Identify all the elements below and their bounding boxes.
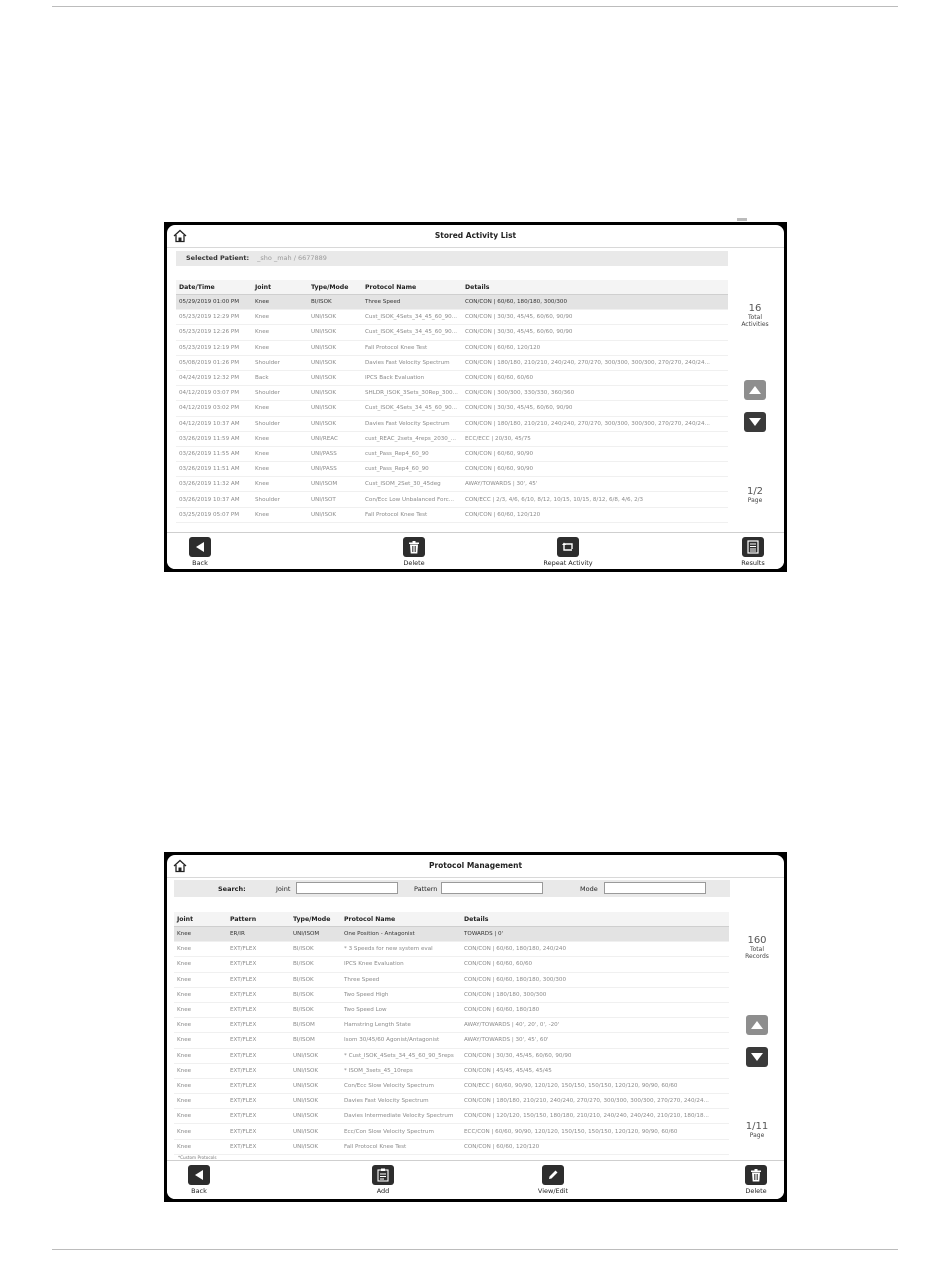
table-cell: TOWARDS | 0' [461, 927, 729, 942]
table-cell: 03/26/2019 11:55 AM [176, 446, 252, 461]
table-cell: CON/CON | 120/120, 150/150, 180/180, 210/210, 240/240, 240/240, 210/210, 180/18... [461, 1109, 729, 1124]
arrow-up-icon [750, 1020, 764, 1030]
table-cell: AWAY/TOWARDS | 30', 45', 60' [461, 1033, 729, 1048]
title-bar [167, 855, 784, 878]
table-row[interactable] [174, 1033, 729, 1048]
table-cell: cust_REAC_2sets_4reps_2030_... [362, 431, 462, 446]
repeat-icon [561, 541, 575, 553]
page-title: Stored Activity List [434, 231, 517, 240]
table-cell: Knee [252, 477, 308, 492]
table-cell: Fall Protocol Knee Test [362, 340, 462, 355]
scroll-up-button[interactable] [744, 380, 766, 400]
column-header-type-mode[interactable]: Type/Mode [308, 280, 362, 295]
table-row[interactable] [174, 1063, 729, 1078]
table-cell: BI/ISOM [290, 1018, 341, 1033]
search-label: Search: [218, 885, 246, 893]
back-button[interactable] [170, 537, 230, 567]
table-cell: BI/ISOK [290, 987, 341, 1002]
table-cell: 05/29/2019 01:00 PM [176, 295, 252, 310]
view-edit-button-label: View/Edit [537, 1187, 569, 1195]
table-cell: EXT/FLEX [227, 1002, 290, 1017]
add-clipboard-icon [377, 1168, 389, 1182]
table-cell: cust_Pass_Rep4_60_90 [362, 446, 462, 461]
page-label: Page [747, 497, 763, 504]
table-cell: UNI/ISOK [308, 507, 362, 522]
table-cell: Back [252, 370, 308, 385]
selected-patient-label: Selected Patient: [186, 254, 250, 262]
table-cell: CON/CON | 60/60, 120/120 [461, 1139, 729, 1154]
table-cell: UNI/ISOT [308, 492, 362, 507]
table-cell: EXT/FLEX [227, 1048, 290, 1063]
table-cell: UNI/PASS [308, 462, 362, 477]
table-cell: Cust_ISOK_4Sets_34_45_60_90... [362, 325, 462, 340]
table-row[interactable] [174, 927, 729, 942]
table-cell: Fall Protocol Knee Test [341, 1139, 461, 1154]
pencil-icon [547, 1169, 559, 1181]
table-cell: Knee [174, 1094, 227, 1109]
back-button-label: Back [191, 1187, 207, 1195]
table-cell: UNI/ISOK [290, 1063, 341, 1078]
bottom-rule [52, 1249, 898, 1250]
table-cell: UNI/ISOK [308, 355, 362, 370]
page-number: 1/2 [746, 486, 764, 497]
custom-protocols-footnote: *Custom Protocols [178, 1155, 217, 1160]
table-cell: Two Speed High [341, 987, 461, 1002]
table-cell: UNI/ISOK [290, 1124, 341, 1139]
table-cell: Shoulder [252, 355, 308, 370]
table-cell: CON/CON | 60/60, 180/180, 240/240 [461, 942, 729, 957]
total-records-label-1: Total [749, 946, 764, 953]
table-row[interactable] [174, 1078, 729, 1093]
table-cell: EXT/FLEX [227, 1139, 290, 1154]
trash-icon [408, 541, 420, 554]
table-cell: CON/CON | 180/180, 300/300 [461, 987, 729, 1002]
table-cell: 04/24/2019 12:32 PM [176, 370, 252, 385]
table-row[interactable] [176, 355, 728, 370]
table-cell: CON/CON | 180/180, 210/210, 240/240, 270/270, 300/300, 300/300, 270/270, 240/24... [462, 416, 728, 431]
table-cell: ECC/CON | 60/60, 90/90, 120/120, 150/150, 150/150, 120/120, 90/90, 60/60 [461, 1124, 729, 1139]
table-cell: UNI/PASS [308, 446, 362, 461]
table-cell: BI/ISOK [308, 295, 362, 310]
table-cell: Knee [174, 1033, 227, 1048]
bottom-toolbar [167, 1160, 784, 1199]
table-cell: UNI/ISOK [308, 416, 362, 431]
table-row[interactable] [174, 1002, 729, 1017]
table-cell: BI/ISOK [290, 972, 341, 987]
table-cell: Shoulder [252, 416, 308, 431]
back-arrow-icon [194, 1169, 204, 1181]
table-cell: AWAY/TOWARDS | 30', 45' [462, 477, 728, 492]
add-button-label: Add [376, 1187, 390, 1195]
table-cell: 05/23/2019 12:29 PM [176, 310, 252, 325]
table-cell: 03/26/2019 10:37 AM [176, 492, 252, 507]
table-cell: UNI/ISOK [308, 310, 362, 325]
table-cell: Davies Fast Velocity Spectrum [341, 1094, 461, 1109]
delete-button-label: Delete [745, 1187, 767, 1195]
table-row[interactable] [176, 386, 728, 401]
table-row[interactable] [176, 370, 728, 385]
table-cell: Knee [252, 431, 308, 446]
table-cell: SHLDR_ISOK_3Sets_30Rep_300... [362, 386, 462, 401]
table-cell: CON/CON | 60/60, 120/120 [462, 507, 728, 522]
table-cell: 05/08/2019 01:26 PM [176, 355, 252, 370]
table-cell: Con/Ecc Low Unbalanced Forc... [362, 492, 462, 507]
top-rule [52, 6, 898, 7]
table-cell: Knee [174, 1063, 227, 1078]
table-cell: CON/CON | 30/30, 45/45, 60/60, 90/90 [462, 310, 728, 325]
table-cell: BI/ISOK [290, 957, 341, 972]
table-row[interactable] [176, 462, 728, 477]
table-row[interactable] [176, 446, 728, 461]
table-cell: 03/26/2019 11:59 AM [176, 431, 252, 446]
back-button-label: Back [192, 559, 208, 567]
table-cell: Cust_ISOM_2Set_30_45deg [362, 477, 462, 492]
pattern-filter-label: Pattern [414, 885, 438, 893]
column-header-datetime[interactable]: Date/Time [176, 280, 252, 295]
table-cell: IPCS Back Evaluation [362, 370, 462, 385]
table-cell: Knee [252, 462, 308, 477]
table-cell: Knee [252, 401, 308, 416]
table-cell: Knee [174, 1002, 227, 1017]
search-bar [174, 880, 730, 897]
table-cell: Three Speed [362, 295, 462, 310]
table-cell: UNI/ISOK [308, 340, 362, 355]
table-row[interactable] [174, 1018, 729, 1033]
total-records [732, 935, 782, 960]
table-cell: EXT/FLEX [227, 1094, 290, 1109]
table-cell: Knee [252, 295, 308, 310]
table-cell: UNI/ISOK [290, 1078, 341, 1093]
column-header-protocol-name[interactable]: Protocol Name [341, 912, 461, 927]
selected-patient-bar [176, 251, 728, 266]
table-cell: Davies Fast Velocity Spectrum [362, 355, 462, 370]
protocol-table [174, 912, 729, 1155]
table-cell: CON/CON | 60/60, 180/180 [461, 1002, 729, 1017]
table-cell: cust_Pass_Rep4_60_90 [362, 462, 462, 477]
table-cell: Knee [252, 507, 308, 522]
table-cell: Knee [174, 927, 227, 942]
repeat-activity-label: Repeat Activity [543, 559, 593, 567]
table-cell: ER/IR [227, 927, 290, 942]
table-cell: CON/CON | 60/60, 90/90 [462, 462, 728, 477]
table-cell: EXT/FLEX [227, 1018, 290, 1033]
table-cell: Knee [174, 972, 227, 987]
table-cell: * Cust_ISOK_4Sets_34_45_60_90_5reps [341, 1048, 461, 1063]
total-activities-count: 16 [748, 303, 762, 314]
total-records-count: 160 [747, 935, 767, 946]
table-row[interactable] [176, 340, 728, 355]
table-cell: CON/CON | 60/60, 180/180, 300/300 [461, 972, 729, 987]
table-cell: EXT/FLEX [227, 987, 290, 1002]
column-header-details[interactable]: Details [462, 280, 728, 295]
table-cell: 03/26/2019 11:51 AM [176, 462, 252, 477]
total-activities-label-1: Total [747, 314, 762, 321]
table-cell: Two Speed Low [341, 1002, 461, 1017]
table-row[interactable] [176, 325, 728, 340]
table-row[interactable] [174, 987, 729, 1002]
table-cell: BI/ISOM [290, 1033, 341, 1048]
table-cell: CON/CON | 300/300, 330/330, 360/360 [462, 386, 728, 401]
table-cell: EXT/FLEX [227, 1033, 290, 1048]
page-label: Page [749, 1132, 765, 1139]
table-cell: Knee [174, 1139, 227, 1154]
table-row[interactable] [176, 416, 728, 431]
page-indicator [732, 1121, 782, 1139]
results-icon [747, 540, 759, 554]
table-cell: 03/25/2019 05:07 PM [176, 507, 252, 522]
table-cell: Isom 30/45/60 Agonist/Antagonist [341, 1033, 461, 1048]
table-cell: 05/23/2019 12:26 PM [176, 325, 252, 340]
table-cell: Knee [174, 1124, 227, 1139]
table-cell: Three Speed [341, 972, 461, 987]
joint-filter-input[interactable] [296, 882, 398, 894]
table-cell: AWAY/TOWARDS | 40', 20', 0', -20' [461, 1018, 729, 1033]
results-button-label: Results [741, 559, 765, 567]
table-cell: EXT/FLEX [227, 972, 290, 987]
table-row[interactable] [176, 431, 728, 446]
table-cell: 03/26/2019 11:32 AM [176, 477, 252, 492]
table-cell: CON/CON | 180/180, 210/210, 240/240, 270/270, 300/300, 300/300, 270/270, 240/24... [462, 355, 728, 370]
table-cell: CON/ECC | 60/60, 90/90, 120/120, 150/150, 150/150, 120/120, 90/90, 60/60 [461, 1078, 729, 1093]
table-row[interactable] [174, 1109, 729, 1124]
table-cell: Fall Protocol Knee Test [362, 507, 462, 522]
page-title: Protocol Management [428, 861, 523, 870]
table-cell: Knee [174, 1048, 227, 1063]
table-cell: EXT/FLEX [227, 957, 290, 972]
table-cell: * 3 Speeds for new system eval [341, 942, 461, 957]
selected-patient-value: _sho _mah / 6677889 [257, 254, 327, 262]
delete-button[interactable] [384, 537, 444, 567]
arrow-down-icon [750, 1052, 764, 1062]
stored-activity-screen [164, 222, 787, 572]
back-button[interactable] [169, 1165, 229, 1195]
column-header-pattern[interactable]: Pattern [227, 912, 290, 927]
table-cell: EXT/FLEX [227, 1109, 290, 1124]
table-cell: Knee [252, 310, 308, 325]
table-cell: 05/23/2019 12:19 PM [176, 340, 252, 355]
scroll-down-button[interactable] [744, 412, 766, 432]
total-activities [730, 303, 780, 328]
column-header-joint[interactable]: Joint [252, 280, 308, 295]
table-cell: UNI/ISOK [290, 1139, 341, 1154]
table-cell: Con/Ecc Slow Velocity Spectrum [341, 1078, 461, 1093]
table-cell: Knee [174, 1018, 227, 1033]
bottom-toolbar [167, 532, 784, 569]
table-row[interactable] [174, 957, 729, 972]
table-cell: Hamstring Length State [341, 1018, 461, 1033]
table-cell: UNI/ISOK [308, 401, 362, 416]
total-activities-label-2: Activities [741, 321, 769, 328]
table-row[interactable] [174, 1124, 729, 1139]
table-cell: CON/CON | 30/30, 45/45, 60/60, 90/90 [462, 325, 728, 340]
table-cell: Cust_ISOK_4Sets_34_45_60_90... [362, 310, 462, 325]
table-cell: UNI/ISOM [290, 927, 341, 942]
delete-button[interactable] [726, 1165, 784, 1195]
table-cell: Davies Intermediate Velocity Spectrum [341, 1109, 461, 1124]
table-cell: UNI/ISOM [308, 477, 362, 492]
table-cell: Shoulder [252, 492, 308, 507]
table-cell: CON/CON | 60/60, 120/120 [462, 340, 728, 355]
mode-filter-input[interactable] [604, 882, 706, 894]
table-row[interactable] [176, 492, 728, 507]
table-row[interactable] [174, 1048, 729, 1063]
table-cell: CON/CON | 60/60, 90/90 [462, 446, 728, 461]
add-button[interactable] [353, 1165, 413, 1195]
table-cell: Ecc/Con Slow Velocity Spectrum [341, 1124, 461, 1139]
table-cell: UNI/ISOK [308, 386, 362, 401]
page-indicator [730, 486, 780, 504]
pattern-filter-input[interactable] [441, 882, 543, 894]
scroll-up-button[interactable] [746, 1015, 768, 1035]
page-number: 1/11 [745, 1121, 769, 1132]
column-header-details[interactable]: Details [461, 912, 729, 927]
table-cell: UNI/ISOK [290, 1094, 341, 1109]
title-bar [167, 225, 784, 248]
table-cell: CON/ECC | 2/3, 4/6, 6/10, 8/12, 10/15, 10/15, 8/12, 6/8, 4/6, 2/3 [462, 492, 728, 507]
table-cell: Knee [252, 340, 308, 355]
back-arrow-icon [195, 541, 205, 553]
column-header-protocol-name[interactable]: Protocol Name [362, 280, 462, 295]
results-button[interactable] [723, 537, 783, 567]
table-row[interactable] [174, 1139, 729, 1154]
table-row[interactable] [176, 507, 728, 522]
table-cell: Shoulder [252, 386, 308, 401]
status-indicator [737, 218, 747, 221]
delete-button-label: Delete [403, 559, 425, 567]
table-cell: IPCS Knee Evaluation [341, 957, 461, 972]
table-cell: Knee [174, 1109, 227, 1124]
table-cell: CON/CON | 60/60, 60/60 [462, 370, 728, 385]
table-cell: Knee [174, 957, 227, 972]
table-cell: One Position - Antagonist [341, 927, 461, 942]
repeat-activity-button[interactable] [538, 537, 598, 567]
table-cell: EXT/FLEX [227, 1063, 290, 1078]
scroll-down-button[interactable] [746, 1047, 768, 1067]
table-cell: Knee [252, 325, 308, 340]
arrow-up-icon [748, 385, 762, 395]
table-cell: Cust_ISOK_4Sets_34_45_60_90... [362, 401, 462, 416]
table-row[interactable] [174, 942, 729, 957]
protocol-management-screen [164, 852, 787, 1202]
table-cell: Knee [174, 942, 227, 957]
arrow-down-icon [748, 417, 762, 427]
table-cell: CON/CON | 45/45, 45/45, 45/45 [461, 1063, 729, 1078]
joint-filter-label: Joint [276, 885, 291, 893]
table-row[interactable] [176, 295, 728, 310]
table-cell: 04/12/2019 10:37 AM [176, 416, 252, 431]
table-cell: 04/12/2019 03:02 PM [176, 401, 252, 416]
table-cell: UNI/ISOK [308, 370, 362, 385]
view-edit-button[interactable] [523, 1165, 583, 1195]
trash-icon [750, 1169, 762, 1182]
column-header-joint[interactable]: Joint [174, 912, 227, 927]
table-cell: EXT/FLEX [227, 942, 290, 957]
table-cell: BI/ISOK [290, 942, 341, 957]
table-cell: Knee [252, 446, 308, 461]
table-cell: CON/CON | 30/30, 45/45, 60/60, 90/90 [462, 401, 728, 416]
table-cell: * ISOM_3sets_45_10reps [341, 1063, 461, 1078]
table-cell: ECC/ECC | 20/30, 45/75 [462, 431, 728, 446]
table-cell: 04/12/2019 03:07 PM [176, 386, 252, 401]
table-row[interactable] [174, 972, 729, 987]
table-cell: BI/ISOK [290, 1002, 341, 1017]
table-row[interactable] [174, 1094, 729, 1109]
table-cell: UNI/ISOK [290, 1109, 341, 1124]
table-cell: UNI/REAC [308, 431, 362, 446]
table-cell: CON/CON | 180/180, 210/210, 240/240, 270/270, 300/300, 300/300, 270/270, 240/24... [461, 1094, 729, 1109]
table-cell: Knee [174, 1078, 227, 1093]
table-cell: CON/CON | 60/60, 180/180, 300/300 [462, 295, 728, 310]
table-row[interactable] [176, 477, 728, 492]
table-cell: Knee [174, 987, 227, 1002]
table-row[interactable] [176, 401, 728, 416]
column-header-type-mode[interactable]: Type/Mode [290, 912, 341, 927]
activity-table [176, 280, 728, 523]
table-cell: Davies Fast Velocity Spectrum [362, 416, 462, 431]
table-row[interactable] [176, 310, 728, 325]
table-cell: EXT/FLEX [227, 1078, 290, 1093]
table-cell: CON/CON | 30/30, 45/45, 60/60, 90/90 [461, 1048, 729, 1063]
table-cell: UNI/ISOK [308, 325, 362, 340]
table-cell: UNI/ISOK [290, 1048, 341, 1063]
total-records-label-2: Records [745, 953, 769, 960]
table-cell: EXT/FLEX [227, 1124, 290, 1139]
table-cell: CON/CON | 60/60, 60/60 [461, 957, 729, 972]
mode-filter-label: Mode [580, 885, 598, 893]
